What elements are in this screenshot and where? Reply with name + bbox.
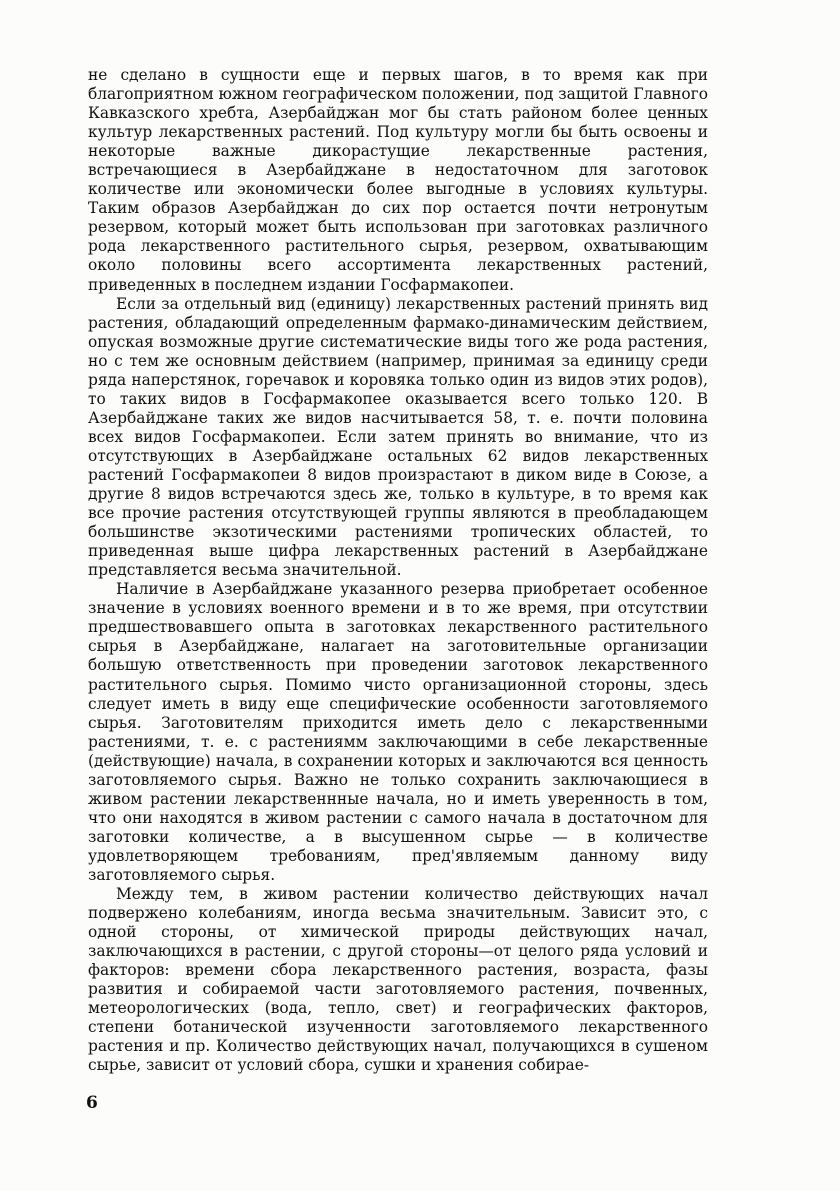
paragraph-3: Наличие в Азербайджане указанного резерва приобретает особенное значение в условиях военного времени и в то же время, при отсутствии предшествовавшего опыта в заготовках лекарственного растительного сырья в Азербайджане, налагает на заготовительные организации большую ответственность при проведении заготовок лекарственного растительного сырья. Помимо чисто организационной стороны, здесь следует иметь в виду еще специфические особенности заготовляемого сырья. Заготовителям приходится иметь дело с лекарственными растениями, т. е. с растениямм заключающими в себе лекарственные (действующие) начала, в сохранении которых и заключаются вся ценность заготовляемого сырья. Важно не только сохранить заключающиеся в живом растении лекарственнные начала, но и иметь уверенность в том, что они находятся в живом растении с самого начала в достаточном для заготовки количестве, а в высушенном сырье — в количестве удовлетворяющем требованиям, пред'являемым данному виду заготовляемого сырья. — [88, 580, 708, 884]
paragraph-2: Если за отдельный вид (единицу) лекарственных растений принять вид растения, обладающий определенным фармако-динамическим действием, опуская возможные другие систематические виды того же рода растения, но с тем же основным действием (например, принимая за единицу среди ряда наперстянок, горечавок и коровяка только один из видов этих родов), то таких видов в Госфармакопее оказывается всего только 120. В Азербайджане таких же видов насчитывается 58, т. е. почти половина всех видов Госфармакопеи. Если затем принять во внимание, что из отсутствующих в Азербайджане остальных 62 видов лекарственных растений Госфармакопеи 8 видов произрастают в диком виде в Союзе, а другие 8 видов встречаются здесь же, только в культуре, в то время как все прочие растения отсутствующей группы являются в преобладающем большинстве экзотическими растениями тропических областей, то приведенная выше цифра лекарственных растений в Азербайджане представляется весьма значительной. — [88, 294, 708, 580]
page-number: 6 — [86, 1093, 98, 1113]
paragraph-1: не сделано в сущности еще и первых шагов, в то время как при благоприятном южном географическом положении, под защитой Главного Кавказского хребта, Азербайджан мог бы стать районом более ценных культур лекарственных растений. Под культуру могли бы быть освоены и некоторые важные дикорастущие лекарственные растения, встречающиеся в Азербайджане в недостаточном для заготовок количестве или экономически более выгодные в условиях культуры. Таким образов Азербайджан до сих пор остается почти нетронутым резервом, который может быть использован при заготовках различного рода лекарственного растительного сырья, резервом, охватывающим около половины всего ассортимента лекарственных растений, приведенных в последнем издании Госфармакопеи. — [88, 66, 708, 294]
body-text — [88, 66, 708, 1075]
paragraph-4: Между тем, в живом растении количество действующих начал подвержено колебаниям, иногда весьма значительным. Зависит это, с одной стороны, от химической природы действующих начал, заключающихся в растении, с другой стороны—от целого ряда условий и факторов: времени сбора лекарственного растения, возраста, фазы развития и собираемой части заготовляемого растения, почвенных, метеорологических (вода, тепло, свет) и географических факторов, степени ботанической изученности заготовляемого лекарственного растения и пр. Количество действующих начал, получающихся в сушеном сырье, зависит от условий сбора, сушки и хранения собирае- — [88, 885, 708, 1075]
